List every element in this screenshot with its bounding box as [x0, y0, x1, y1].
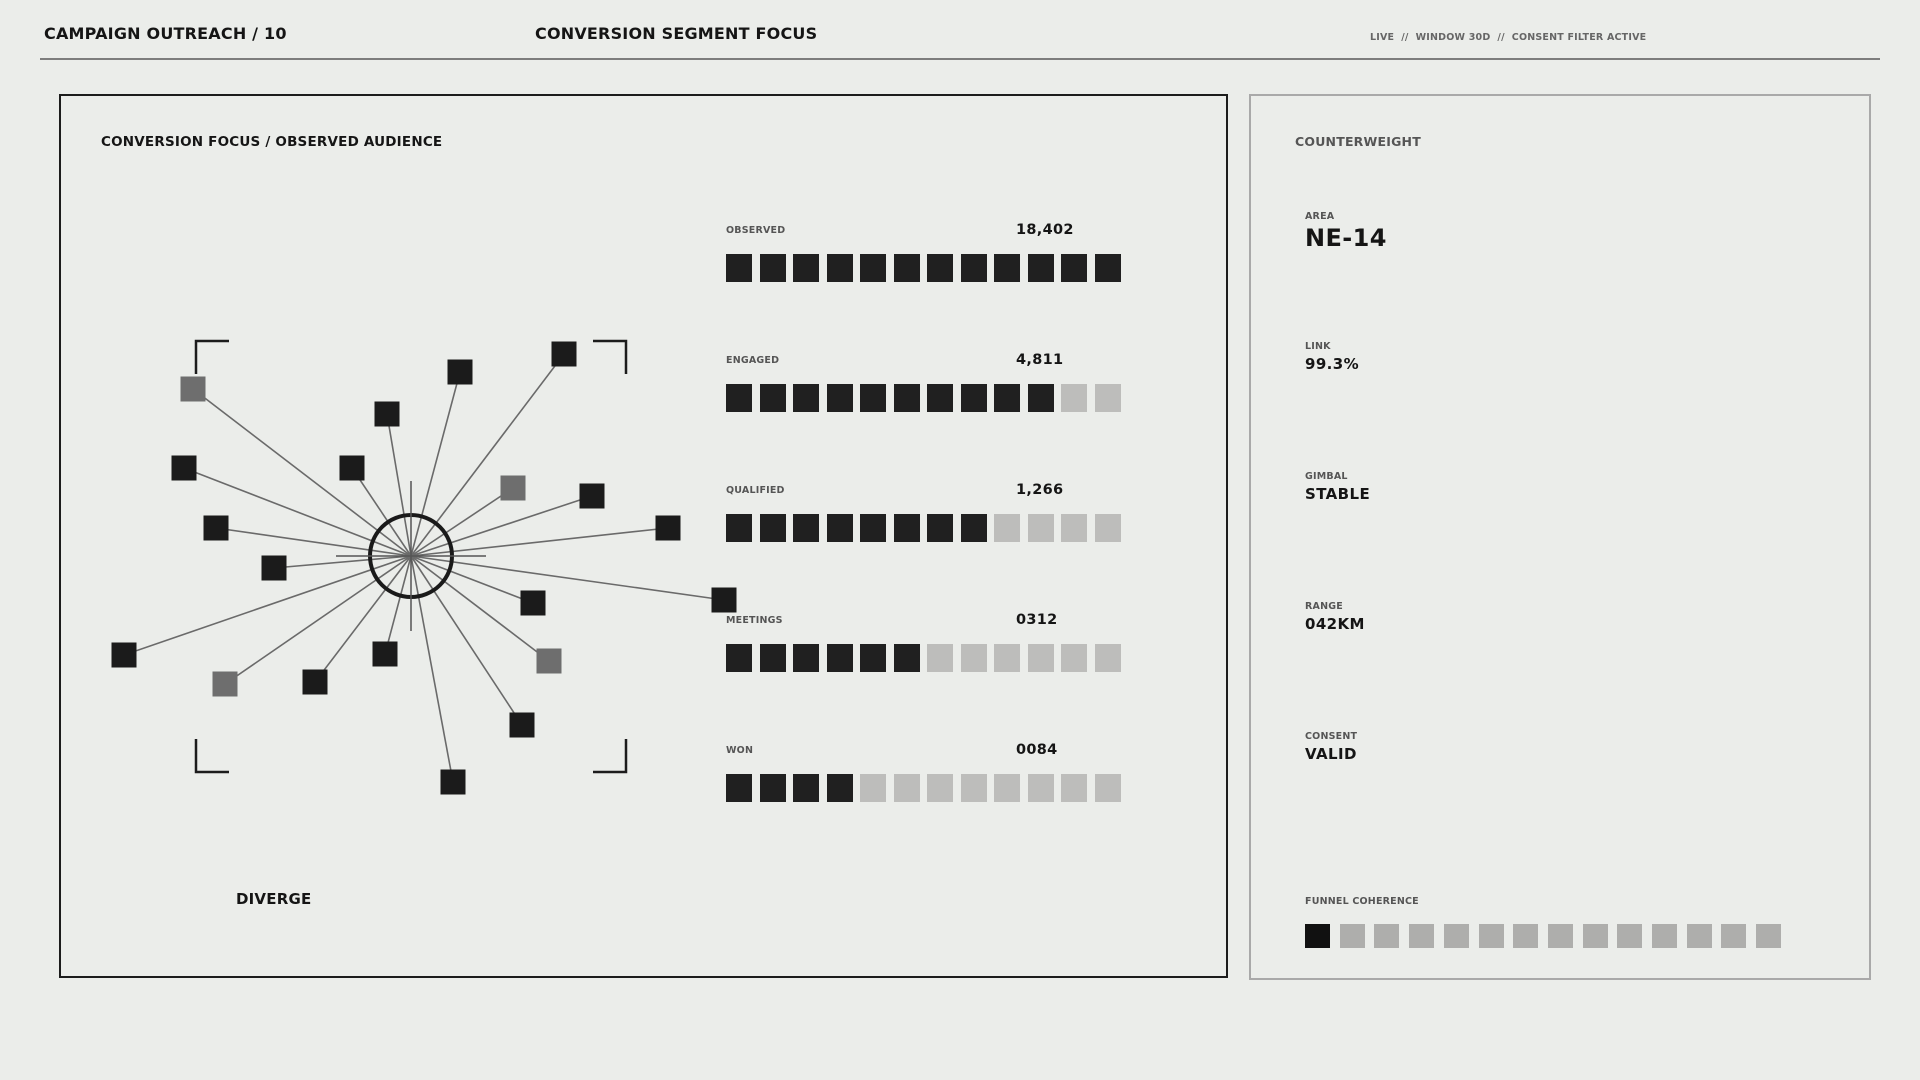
- audience-node: [448, 360, 473, 385]
- metric-segment: [860, 384, 886, 412]
- side-heading: COUNTERWEIGHT: [1295, 134, 1421, 149]
- metric-segment: [793, 384, 819, 412]
- audience-node: [656, 516, 681, 541]
- reticle-bracket-bottom-right: [593, 739, 626, 772]
- metric-segment: [894, 514, 920, 542]
- metric-segment: [860, 774, 886, 802]
- metric-segment: [827, 384, 853, 412]
- audience-node: [373, 642, 398, 667]
- metric-label: QUALIFIED: [726, 485, 785, 496]
- audience-link: [411, 556, 724, 600]
- metric-segment-bar: [726, 384, 1126, 412]
- audience-node: [552, 342, 577, 367]
- attr-label-gimbal: GIMBAL: [1305, 471, 1348, 482]
- metric-segment-bar: [726, 644, 1126, 672]
- attr-value-gimbal: STABLE: [1305, 485, 1371, 503]
- coherence-segment: [1652, 924, 1677, 948]
- metric-segment: [894, 384, 920, 412]
- metric-segment: [1028, 514, 1054, 542]
- metric-segment: [994, 254, 1020, 282]
- metric-segment: [1095, 774, 1121, 802]
- conversion-focus-panel: [59, 94, 1228, 978]
- metric-segment: [927, 384, 953, 412]
- metric-won: [726, 742, 1126, 824]
- audience-node: [712, 588, 737, 613]
- metric-label: WON: [726, 745, 754, 756]
- metric-segment: [1095, 384, 1121, 412]
- coherence-segment: [1444, 924, 1469, 948]
- top-bar: [40, 0, 1880, 60]
- coherence-segment: [1548, 924, 1573, 948]
- metric-segment: [1095, 514, 1121, 542]
- audience-node: [580, 484, 605, 509]
- audience-node: [375, 402, 400, 427]
- metric-value: 4,811: [1016, 352, 1064, 368]
- metric-segment: [1028, 644, 1054, 672]
- page-title: CONVERSION SEGMENT FOCUS: [535, 24, 818, 43]
- metric-segment: [927, 644, 953, 672]
- metric-value: 18,402: [1016, 222, 1074, 238]
- attr-value-range: 042KM: [1305, 615, 1365, 633]
- metric-segment: [860, 254, 886, 282]
- metric-segment: [961, 384, 987, 412]
- metric-segment: [1028, 774, 1054, 802]
- audience-node: [340, 456, 365, 481]
- coherence-segment-bar: [1305, 924, 1805, 948]
- metric-segment: [827, 514, 853, 542]
- audience-node: [441, 770, 466, 795]
- metric-segment: [726, 384, 752, 412]
- metric-segment: [1061, 254, 1087, 282]
- coherence-segment: [1721, 924, 1746, 948]
- metric-observed: [726, 222, 1126, 304]
- metric-segment: [860, 644, 886, 672]
- metric-segment: [894, 774, 920, 802]
- audience-link: [411, 556, 522, 725]
- attr-value-link: 99.3%: [1305, 355, 1360, 373]
- metric-segment: [827, 774, 853, 802]
- metric-value: 0084: [1016, 742, 1058, 758]
- campaign-title: CAMPAIGN OUTREACH / 10: [44, 24, 287, 43]
- metric-segment: [1028, 254, 1054, 282]
- metric-segment: [726, 774, 752, 802]
- metric-segment: [927, 514, 953, 542]
- metric-segment: [793, 514, 819, 542]
- coherence-label: FUNNEL COHERENCE: [1305, 896, 1419, 907]
- audience-node: [204, 516, 229, 541]
- coherence-segment: [1479, 924, 1504, 948]
- coherence-segment: [1617, 924, 1642, 948]
- reticle-bracket-top-left: [196, 341, 229, 374]
- metric-segment: [760, 774, 786, 802]
- audience-node: [172, 456, 197, 481]
- metric-segment: [760, 644, 786, 672]
- metric-label: MEETINGS: [726, 615, 783, 626]
- metric-label: ENGAGED: [726, 355, 780, 366]
- audience-link: [274, 556, 411, 568]
- metric-meetings: [726, 612, 1126, 694]
- attr-label-link: LINK: [1305, 341, 1331, 352]
- audience-node: [262, 556, 287, 581]
- metric-segment: [726, 254, 752, 282]
- metric-segment: [961, 644, 987, 672]
- coherence-segment: [1687, 924, 1712, 948]
- coherence-segment: [1374, 924, 1399, 948]
- audience-link: [184, 468, 411, 556]
- metric-segment: [726, 514, 752, 542]
- hub-target: [336, 481, 486, 631]
- metric-segment-bar: [726, 254, 1126, 282]
- metric-segment: [793, 644, 819, 672]
- metric-segment: [927, 774, 953, 802]
- panel-heading: CONVERSION FOCUS / OBSERVED AUDIENCE: [101, 134, 443, 150]
- audience-node: [537, 649, 562, 674]
- counterweight-panel: [1249, 94, 1871, 980]
- audience-link: [411, 556, 533, 603]
- metric-segment: [994, 514, 1020, 542]
- reticle-bracket-bottom-left: [196, 739, 229, 772]
- metric-segment: [994, 384, 1020, 412]
- attr-label-range: RANGE: [1305, 601, 1343, 612]
- attr-value-consent: VALID: [1305, 745, 1357, 763]
- metric-segment: [1061, 384, 1087, 412]
- audience-link: [352, 468, 411, 556]
- metric-segment: [1095, 254, 1121, 282]
- audience-node: [112, 643, 137, 668]
- audience-node: [510, 713, 535, 738]
- audience-node: [181, 377, 206, 402]
- metric-segment: [894, 254, 920, 282]
- audience-node: [213, 672, 238, 697]
- coherence-segment: [1305, 924, 1330, 948]
- metric-segment: [894, 644, 920, 672]
- metric-segment: [760, 254, 786, 282]
- metric-segment: [961, 514, 987, 542]
- metric-segment: [927, 254, 953, 282]
- attr-label-area: AREA: [1305, 211, 1335, 222]
- metric-segment: [793, 254, 819, 282]
- reticle-bracket-top-right: [593, 341, 626, 374]
- status-line: LIVE // WINDOW 30D // CONSENT FILTER ACTIVE: [1370, 32, 1647, 43]
- metric-segment: [994, 774, 1020, 802]
- metric-value: 0312: [1016, 612, 1058, 628]
- metric-segment: [726, 644, 752, 672]
- metric-segment: [1061, 774, 1087, 802]
- attr-value-area: NE-14: [1305, 224, 1387, 252]
- audience-node: [501, 476, 526, 501]
- metric-segment: [827, 254, 853, 282]
- metric-segment: [860, 514, 886, 542]
- coherence-segment: [1409, 924, 1434, 948]
- metric-segment: [760, 384, 786, 412]
- metric-segment: [1028, 384, 1054, 412]
- metric-segment: [961, 774, 987, 802]
- audience-link: [387, 414, 411, 556]
- attr-label-consent: CONSENT: [1305, 731, 1358, 742]
- audience-link: [411, 354, 564, 556]
- metric-engaged: [726, 352, 1126, 434]
- metric-segment-bar: [726, 774, 1126, 802]
- coherence-segment: [1513, 924, 1538, 948]
- metric-label: OBSERVED: [726, 225, 786, 236]
- metric-segment: [1061, 644, 1087, 672]
- metric-value: 1,266: [1016, 482, 1064, 498]
- metric-segment: [793, 774, 819, 802]
- metric-segment: [961, 254, 987, 282]
- coherence-segment: [1583, 924, 1608, 948]
- metric-qualified: [726, 482, 1126, 564]
- audience-node: [521, 591, 546, 616]
- metric-segment: [760, 514, 786, 542]
- audience-node: [303, 670, 328, 695]
- metric-segment: [1061, 514, 1087, 542]
- metric-segment-bar: [726, 514, 1126, 542]
- metric-segment: [827, 644, 853, 672]
- diverge-label: DIVERGE: [236, 890, 312, 908]
- metric-segment: [1095, 644, 1121, 672]
- coherence-segment: [1340, 924, 1365, 948]
- metric-segment: [994, 644, 1020, 672]
- audience-link: [216, 528, 411, 556]
- coherence-segment: [1756, 924, 1781, 948]
